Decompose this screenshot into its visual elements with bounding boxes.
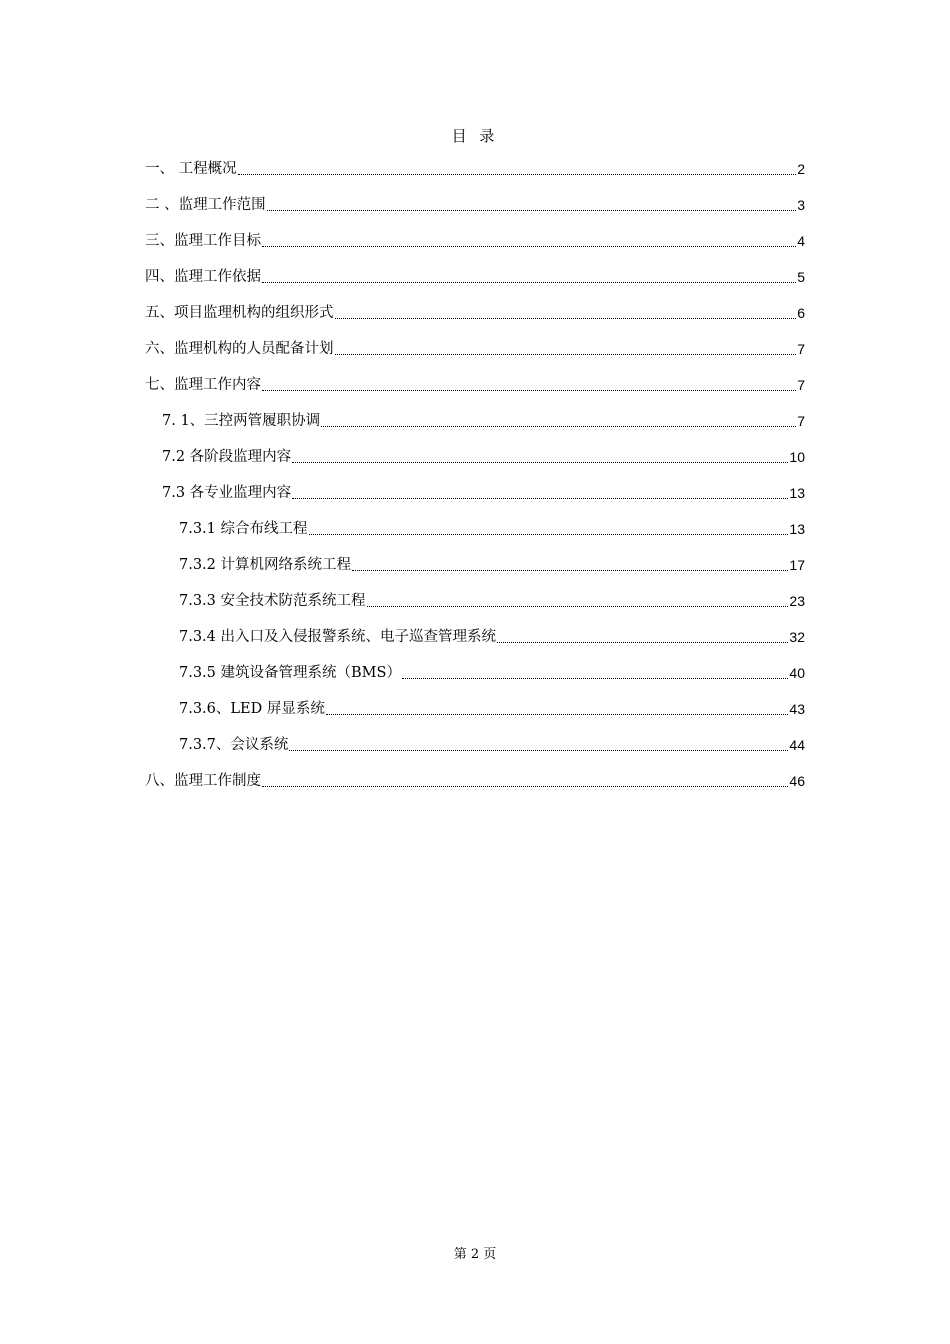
toc-dot-leader — [262, 370, 796, 391]
toc-entry-page-number: 3 — [797, 197, 805, 213]
toc-entry-label: 7.3.4 出入口及入侵报警系统、电子巡查管理系统 — [179, 629, 497, 645]
toc-entry-label: 7.3.6、LED 屏显系统 — [179, 701, 325, 717]
toc-entry[interactable] — [0, 295, 805, 331]
toc-entry-label: 7.3.7、会议系统 — [179, 737, 289, 753]
toc-dot-leader — [321, 406, 796, 427]
toc-dot-leader — [402, 658, 788, 679]
toc-entry-page-number: 44 — [789, 737, 805, 753]
toc-dot-leader — [309, 514, 789, 535]
toc-entry-page-number: 6 — [797, 305, 805, 321]
toc-entry-page-number: 13 — [789, 485, 805, 501]
toc-entry-label: 一、 工程概况 — [145, 161, 237, 177]
toc-entry[interactable] — [0, 403, 805, 439]
toc-dot-leader — [262, 262, 796, 283]
toc-entry[interactable] — [0, 655, 805, 691]
toc-entry[interactable] — [0, 475, 805, 511]
toc-entry-label: 7.3 各专业监理内容 — [162, 485, 292, 501]
toc-entry[interactable] — [0, 259, 805, 295]
toc-entry-page-number: 2 — [797, 161, 805, 177]
toc-dot-leader — [238, 154, 797, 175]
toc-entry-label: 六、监理机构的人员配备计划 — [145, 341, 334, 357]
toc-entry-label: 7.3.5 建筑设备管理系统（BMS） — [179, 665, 401, 681]
toc-dot-leader — [326, 694, 789, 715]
toc-entry[interactable] — [0, 691, 805, 727]
toc-entry-page-number: 43 — [789, 701, 805, 717]
toc-title: 目 录 — [451, 127, 499, 145]
toc-entry[interactable] — [0, 619, 805, 655]
toc-entry-page-number: 46 — [789, 773, 805, 789]
toc-entry-label: 7. 1、三控两管履职协调 — [162, 413, 321, 429]
toc-entry-page-number: 10 — [789, 449, 805, 465]
toc-dot-leader — [335, 334, 797, 355]
toc-dot-leader — [267, 190, 797, 211]
toc-entry-page-number: 4 — [797, 233, 805, 249]
toc-entry-page-number: 32 — [789, 629, 805, 645]
toc-entry-label: 八、监理工作制度 — [145, 773, 261, 789]
toc-dot-leader — [289, 730, 788, 751]
toc-entry[interactable] — [0, 223, 805, 259]
toc-entry[interactable] — [0, 547, 805, 583]
toc-dot-leader — [367, 586, 789, 607]
toc-entry-page-number: 7 — [797, 413, 805, 429]
toc-entry[interactable] — [0, 367, 805, 403]
toc-entry-page-number: 17 — [789, 557, 805, 573]
toc-entry-page-number: 23 — [789, 593, 805, 609]
toc-dot-leader — [292, 442, 788, 463]
toc-dot-leader — [335, 298, 797, 319]
toc-dot-leader — [292, 478, 788, 499]
toc-entry-label: 二 、监理工作范围 — [145, 197, 266, 213]
toc-entry[interactable] — [0, 151, 805, 187]
toc-entry-label: 7.3.1 综合布线工程 — [179, 521, 308, 537]
toc-entry[interactable] — [0, 763, 805, 799]
toc-entry-page-number: 7 — [797, 341, 805, 357]
toc-entry-label: 七、监理工作内容 — [145, 377, 261, 393]
toc-entry-page-number: 40 — [789, 665, 805, 681]
toc-list — [0, 151, 950, 799]
toc-dot-leader — [262, 226, 796, 247]
toc-entry[interactable] — [0, 331, 805, 367]
toc-entry-label: 7.3.2 计算机网络系统工程 — [179, 557, 352, 573]
toc-dot-leader — [352, 550, 788, 571]
toc-entry-label: 五、项目监理机构的组织形式 — [145, 305, 334, 321]
toc-entry-page-number: 13 — [789, 521, 805, 537]
toc-entry-label: 7.2 各阶段监理内容 — [162, 449, 292, 465]
toc-entry[interactable] — [0, 583, 805, 619]
toc-entry[interactable] — [0, 727, 805, 763]
toc-dot-leader — [262, 766, 788, 787]
toc-entry-label: 四、监理工作依据 — [145, 269, 261, 285]
toc-entry-page-number: 5 — [797, 269, 805, 285]
toc-entry-label: 7.3.3 安全技术防范系统工程 — [179, 593, 366, 609]
toc-entry-label: 三、监理工作目标 — [145, 233, 261, 249]
toc-dot-leader — [497, 622, 788, 643]
toc-entry[interactable] — [0, 187, 805, 223]
page-footer: 第 2 页 — [453, 1247, 497, 1262]
toc-entry[interactable] — [0, 439, 805, 475]
toc-entry[interactable] — [0, 511, 805, 547]
toc-entry-page-number: 7 — [797, 377, 805, 393]
